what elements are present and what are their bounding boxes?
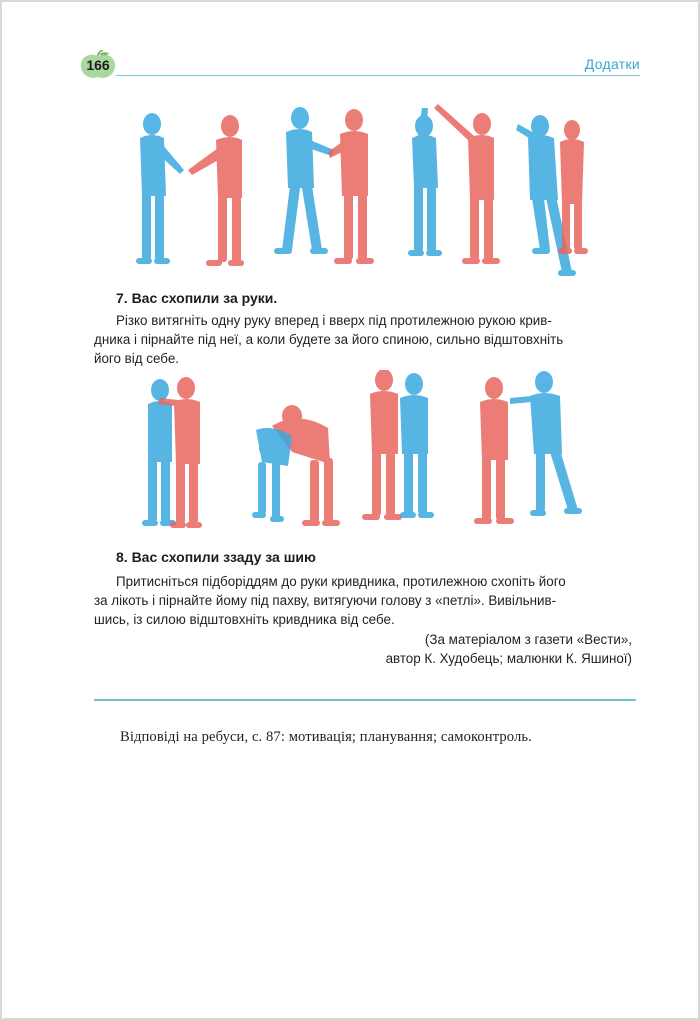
self-defense-illustration-icon: [122, 370, 602, 532]
attribution: [302, 630, 632, 668]
rebus-answers: Відповіді на ребуси, с. 87: мотивація; планування; самоконтроль.: [120, 729, 532, 745]
self-defense-illustration-icon: [122, 100, 602, 280]
section-8-heading: 8. Вас схопили ззаду за шию: [116, 549, 316, 565]
section-title: Додатки: [584, 56, 640, 72]
section-8-text: [94, 572, 638, 629]
scene-2: [252, 405, 340, 526]
attribution-line: (За матеріалом з газети «Вести»,: [424, 632, 632, 647]
header-rule: [116, 75, 640, 76]
divider: [94, 699, 636, 701]
section-7-heading: 7. Вас схопили за руки.: [116, 290, 278, 306]
scene-1: [136, 113, 244, 266]
text-line: Притисніться підборіддям до руки кривдника, протилежною схопіть його: [116, 574, 566, 589]
attribution-line: автор К. Худобець; малюнки К. Яшиної): [385, 651, 632, 666]
page-number-badge: [78, 50, 118, 80]
page-number: 166: [86, 57, 110, 73]
scene-1: [142, 377, 202, 528]
text-line: дника і пірнайте під неї, а коли будете за його спиною, сильно відштовхніть: [94, 332, 564, 347]
scene-4: [516, 115, 588, 276]
figure-neck-grab: [122, 370, 602, 532]
scene-2: [274, 107, 374, 264]
section-7-text: [94, 311, 638, 368]
text-line: Різко витягніть одну руку вперед і вверх під протилежною рукою крив-: [116, 313, 552, 328]
text-line: його від себе.: [94, 351, 179, 366]
figure-hands-grab: [122, 100, 602, 280]
text-line: шись, із силою відштовхніть кривдника від себе.: [94, 612, 395, 627]
text-line: за лікоть і пірнайте йому під пахву, витягуючи голову з «петлі». Вивільнив-: [94, 593, 557, 608]
scene-4: [474, 371, 582, 524]
scene-3: [362, 370, 434, 520]
page-header: [68, 42, 642, 82]
scene-3: [408, 104, 500, 264]
